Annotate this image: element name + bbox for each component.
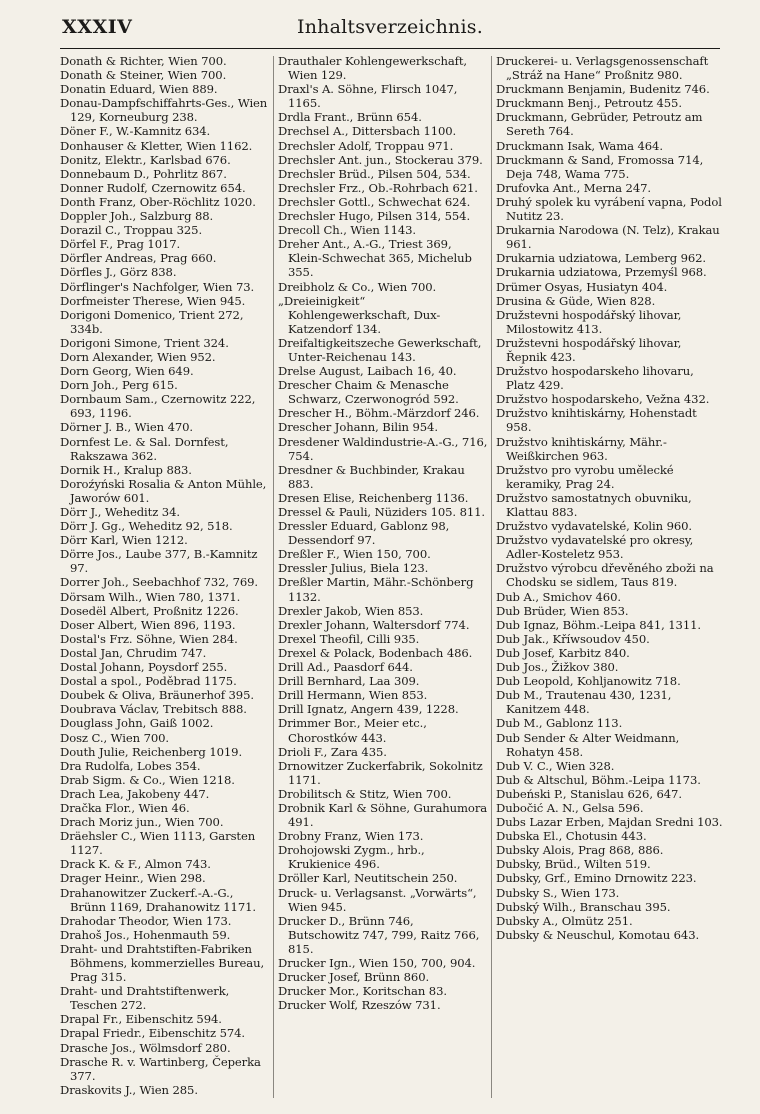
index-entry: Dorfmeister Therese, Wien 945.: [60, 293, 246, 308]
index-entry: Draht- und Drahtstiften-Fabriken Böhmens, kommerzielles Bureau, Prag 315.: [60, 941, 265, 985]
index-entry: Dörr J., Weheditz 34.: [60, 505, 180, 519]
index-entry: Dornik H., Kralup 883.: [60, 462, 192, 477]
index-entry: „Dreieinigkeit“ Kohlengewerkschaft, Dux-Katzendorf 134.: [278, 293, 441, 336]
index-entry: Donhauser & Kletter, Wien 1162.: [60, 138, 253, 153]
index-entry: Drechsel A., Dittersbach 1100.: [278, 124, 457, 139]
index-entry: Donatin Eduard, Wien 889.: [60, 82, 218, 97]
index-column-1: [60, 54, 270, 1104]
index-entry: Dreher Ant., A.-G., Triest 369, Klein-Schwechat 365, Michelub 355.: [278, 237, 472, 280]
index-entry: Doubrava Václav, Trebitsch 888.: [60, 702, 247, 717]
index-entry: Dubsky & Neuschul, Komotau 643.: [496, 927, 700, 942]
index-entry: Dressler Eduard, Gablonz 98, Dessendorf 97.: [278, 519, 450, 548]
index-entry: Drobnik Karl & Söhne, Gurahumora 491.: [278, 800, 488, 830]
index-entry: Dörfler Andreas, Prag 660.: [60, 251, 217, 266]
index-entry: Dub V. C., Wien 328.: [496, 758, 615, 773]
index-entry: Dörner J. B., Wien 470.: [60, 420, 194, 435]
index-entry: Drusina & Güde, Wien 828.: [496, 293, 656, 308]
index-entry: Dräehsler C., Wien 1113, Garsten 1127.: [60, 829, 256, 858]
index-entry: Drechsler Adolf, Troppau 971.: [278, 138, 454, 153]
index-entry: Doubek & Oliva, Bräunerhof 395.: [60, 688, 254, 703]
index-entry: Dörsam Wilh., Wien 780, 1371.: [60, 589, 241, 604]
index-entry: Dra Rudolfa, Lobes 354.: [60, 758, 201, 773]
index-entry: Drucker Ign., Wien 150, 700, 904.: [278, 956, 476, 970]
index-entry: Družstvo vydavatelské, Kolin 960.: [496, 519, 692, 534]
index-entry: Dressler Julius, Biela 123.: [278, 561, 429, 576]
index-entry: Drucker Wolf, Rzeszów 731.: [278, 998, 441, 1013]
index-entry: Douth Julie, Reichenberg 1019.: [60, 744, 243, 759]
index-entry: Dreifaltigkeitszeche Gewerkschaft, Unter-Reichenau 143.: [278, 335, 482, 364]
index-entry: Dresdener Waldindustrie-A.-G., 716, 754.: [278, 434, 488, 463]
index-entry: Drapal Fr., Eibenschitz 594.: [60, 1012, 222, 1027]
index-entry: Dresen Elise, Reichenberg 1136.: [278, 490, 469, 505]
index-entry: Drasche Jos., Wölmsdorf 280.: [60, 1040, 231, 1055]
index-entry: Dostal a spol., Poděbrad 1175.: [60, 674, 237, 689]
index-entry: Dub Leopold, Kohljanowitz 718.: [496, 674, 681, 689]
index-entry: Dörfel F., Prag 1017.: [60, 237, 181, 252]
index-entry: Drümer Osyas, Husiatyn 404.: [496, 279, 668, 294]
index-entry: Dörfles J., Görz 838.: [60, 265, 177, 280]
index-entry: Drill Hermann, Wien 853.: [278, 688, 428, 703]
index-entry: Družstvo hospodarskeho lihovaru, Platz 429.: [496, 364, 694, 393]
index-entry: Draxl's A. Söhne, Flirsch 1047, 1165.: [278, 82, 458, 111]
index-entry: Drexel & Polack, Bodenbach 486.: [278, 645, 473, 660]
index-entry: Drexler Johann, Waltersdorf 774.: [278, 617, 470, 632]
index-entry: Döner F., W.-Kamnitz 634.: [60, 124, 211, 139]
index-entry: Drach Lea, Jakobeny 447.: [60, 786, 210, 801]
index-entry: Drechsler Hugo, Pilsen 314, 554.: [278, 209, 471, 224]
index-entry: Dornfest Le. & Sal. Dornfest, Rakszawa 362.: [60, 434, 229, 463]
index-entry: Drescher H., Böhm.-Märzdorf 246.: [278, 406, 480, 421]
index-entry: Drahoš Jos., Hohenmauth 59.: [60, 927, 231, 942]
index-entry: Družstvo samostatnych obuvniku, Klattau 883.: [496, 490, 692, 519]
index-entry: Dörre Jos., Laube 377, B.-Kamnitz 97.: [60, 547, 258, 576]
index-entry: Družstvo pro vyrobu umělecké keramiky, Prag 24.: [496, 462, 674, 491]
index-entry: Drapal Friedr., Eibenschitz 574.: [60, 1026, 245, 1041]
index-entry: Drechsler Frz., Ob.-Rohrbach 621.: [278, 180, 478, 195]
index-entry: Dub & Altschul, Böhm.-Leipa 1173.: [496, 772, 701, 787]
index-entry: Donitz, Elektr., Karlsbad 676.: [60, 152, 231, 167]
index-entry: Dröller Karl, Neutitschein 250.: [278, 871, 458, 886]
index-entry: Družstvo knihtiskárny, Hohenstadt 958.: [496, 406, 697, 435]
index-entry: Drobny Franz, Wien 173.: [278, 829, 424, 844]
index-entry: Dresdner & Buchbinder, Krakau 883.: [278, 462, 465, 491]
index-entry: Donau-Dampfschiffahrts-Ges., Wien 129, Korneuburg 238.: [60, 96, 268, 125]
index-entry: Družstevni hospodářský lihovar, Řepnik 423.: [496, 335, 682, 364]
index-entry: Družstevni hospodářský lihovar, Milostowitz 413.: [496, 307, 682, 336]
index-entry: Dubska El., Chotusin 443.: [496, 829, 647, 844]
index-entry: Druckmann Isak, Wama 464.: [496, 138, 663, 153]
index-entry: Doser Albert, Wien 896, 1193.: [60, 617, 236, 632]
index-entry: Dostal Jan, Chrudim 747.: [60, 645, 207, 660]
index-entry: Drechsler Brüd., Pilsen 504, 534.: [278, 166, 471, 181]
index-entry: Drimmer Bor., Meier etc., Chorostków 443.: [278, 716, 427, 745]
index-entry: Drach Moriz jun., Wien 700.: [60, 815, 224, 830]
index-entry: Drasche R. v. Wartinberg, Čeperka 377.: [60, 1054, 261, 1083]
index-entry: Dub Jos., Žižkov 380.: [496, 660, 619, 675]
index-entry: Dub A., Smichov 460.: [496, 589, 621, 604]
index-column-2: [278, 54, 488, 1104]
index-entry: Drechsler Gottl., Schwechat 624.: [278, 194, 471, 209]
page-title: Inhaltsverzeichnis.: [297, 16, 483, 38]
index-entry: Družstvo hospodarskeho, Vežna 432.: [496, 392, 710, 407]
index-entry: Dubský Wilh., Branschau 395.: [496, 899, 671, 914]
index-entry: Dreßler F., Wien 150, 700.: [278, 547, 431, 562]
index-entry: Drescher Chaim & Menasche Schwarz, Czerwonogród 592.: [278, 378, 459, 407]
index-entry: Drukarnia udziatowa, Przemyśl 968.: [496, 265, 707, 280]
index-entry: Drukarnia udziatowa, Lemberg 962.: [496, 251, 707, 266]
index-entry: Drucker Josef, Brünn 860.: [278, 970, 430, 985]
index-entry: Dubsky Alois, Prag 868, 886.: [496, 843, 664, 858]
index-entry: Dorn Joh., Perg 615.: [60, 378, 178, 393]
index-entry: Draskovits J., Wien 285.: [60, 1082, 198, 1097]
index-entry: Dubsky, Brüd., Wilten 519.: [496, 857, 651, 872]
header-rule: [60, 48, 720, 49]
index-entry: Druckerei- u. Verlagsgenossenschaft „Stráž na Hane“ Proßnitz 980.: [496, 54, 709, 83]
index-entry: Drill Bernhard, Laa 309.: [278, 674, 420, 689]
index-entry: Dorn Georg, Wien 649.: [60, 364, 194, 379]
index-entry: Drechsler Ant. jun., Stockerau 379.: [278, 152, 483, 167]
index-entry: Družstvo knihtiskárny, Mähr.-Weißkirchen 963.: [496, 434, 667, 463]
index-entry: Draht- und Drahtstiftenwerk, Teschen 272.: [60, 984, 230, 1013]
index-entry: Dub Brüder, Wien 853.: [496, 603, 629, 618]
index-entry: Družstvo vydavatelské pro okresy, Adler-Kosteletz 953.: [496, 533, 694, 562]
index-entry: Drobilitsch & Stitz, Wien 700.: [278, 786, 452, 801]
index-entry: Dubsky A., Olmütz 251.: [496, 913, 633, 928]
index-entry: Dosz C., Wien 700.: [60, 730, 169, 745]
index-entry: Druckmann & Sand, Fromossa 714, Deja 748, Wama 775.: [496, 152, 704, 181]
index-entry: Druckmann Benj., Petroutz 455.: [496, 96, 682, 111]
index-entry: Dubsky, Grf., Emino Drnowitz 223.: [496, 871, 697, 886]
index-entry: Drucker Mor., Koritschan 83.: [278, 984, 447, 999]
index-entry: Dub M., Trautenau 430, 1231, Kanitzem 448.: [496, 688, 672, 717]
index-entry: Dorazil C., Troppau 325.: [60, 223, 203, 238]
index-entry: Dub Sender & Alter Weidmann, Rohatyn 458.: [496, 730, 680, 759]
index-entry: Dorigoni Simone, Trient 324.: [60, 335, 229, 350]
index-entry: Druckmann Benjamin, Budenitz 746.: [496, 82, 710, 97]
index-entry: Donath & Steiner, Wien 700.: [60, 68, 227, 83]
index-entry: Doroźyński Rosalia & Anton Mühle, Jaworów 601.: [60, 476, 267, 505]
index-columns: [60, 54, 724, 1104]
index-entry: Dub Jak., Kříwsoudov 450.: [496, 631, 650, 646]
index-entry: Družstvo výrobcu dřevěného zboži na Chodsku se sidlem, Taus 819.: [496, 561, 714, 590]
index-entry: Drager Heinr., Wien 298.: [60, 871, 206, 886]
index-entry: Druhý spolek ku vyrábení vapna, Podol Nutitz 23.: [496, 194, 722, 224]
index-entry: Drescher Johann, Bilin 954.: [278, 420, 438, 435]
column-divider: [273, 56, 274, 1098]
index-entry: Doppler Joh., Salzburg 88.: [60, 209, 214, 224]
index-entry: Dorn Alexander, Wien 952.: [60, 349, 216, 364]
index-entry: Drill Ignatz, Angern 439, 1228.: [278, 702, 459, 717]
column-divider: [491, 56, 492, 1098]
index-entry: Dörflinger's Nachfolger, Wien 73.: [60, 279, 255, 294]
index-entry: Douglass John, Gaiß 1002.: [60, 716, 214, 731]
index-entry: Dub Josef, Karbitz 840.: [496, 645, 630, 660]
index-entry: Donth Franz, Ober-Röchlitz 1020.: [60, 194, 256, 209]
index-entry: Donath & Richter, Wien 700.: [60, 54, 227, 68]
index-entry: Drelse August, Laibach 16, 40.: [278, 364, 457, 379]
index-entry: Drauthaler Kohlengewerkschaft, Wien 129.: [278, 54, 467, 83]
index-entry: Donnebaum D., Pohrlitz 867.: [60, 166, 227, 181]
page-number: XXXIV: [62, 16, 133, 38]
index-entry: Dörr Karl, Wien 1212.: [60, 533, 188, 548]
index-entry: Dornbaum Sam., Czernowitz 222, 693, 1196.: [60, 392, 256, 421]
index-entry: Drill Ad., Paasdorf 644.: [278, 660, 413, 675]
index-entry: Drexler Jakob, Wien 853.: [278, 603, 424, 618]
index-entry: Dörr J. Gg., Weheditz 92, 518.: [60, 519, 233, 534]
index-entry: Drecoll Ch., Wien 1143.: [278, 223, 416, 238]
index-entry: Dubočić A. N., Gelsa 596.: [496, 800, 644, 815]
index-entry: Dreßler Martin, Mähr.-Schönberg 1132.: [278, 575, 474, 604]
index-entry: Drexel Theofil, Cilli 935.: [278, 631, 420, 646]
index-entry: Drab Sigm. & Co., Wien 1218.: [60, 772, 235, 787]
page-header: [60, 14, 720, 42]
index-entry: Drdla Frant., Brünn 654.: [278, 110, 422, 125]
index-entry: Drohojowski Zygm., hrb., Krukienice 496.: [278, 843, 425, 872]
index-entry: Drufovka Ant., Merna 247.: [496, 180, 651, 195]
index-column-3: [496, 54, 724, 1104]
index-entry: Dubeński P., Stanislau 626, 647.: [496, 786, 682, 801]
index-entry: Drahodar Theodor, Wien 173.: [60, 913, 232, 928]
index-entry: Donner Rudolf, Czernowitz 654.: [60, 180, 246, 195]
index-entry: Drnowitzer Zuckerfabrik, Sokolnitz 1171.: [278, 758, 483, 787]
index-entry: Dubsky S., Wien 173.: [496, 885, 620, 900]
index-entry: Dostal's Frz. Söhne, Wien 284.: [60, 631, 238, 646]
index-entry: Dub M., Gablonz 113.: [496, 716, 623, 731]
index-entry: Dressel & Pauli, Nüziders 105. 811.: [278, 505, 486, 519]
index-entry: Drioli F., Zara 435.: [278, 744, 387, 759]
index-entry: Drukarnia Narodowa (N. Telz), Krakau 961.: [496, 223, 720, 252]
index-entry: Dreibholz & Co., Wien 700.: [278, 279, 437, 294]
index-entry: Drack K. & F., Almon 743.: [60, 857, 211, 872]
index-entry: Druckmann, Gebrüder, Petroutz am Sereth 764.: [496, 110, 703, 139]
index-entry: Drucker D., Brünn 746, Butschowitz 747, 799, Raitz 766, 815.: [278, 913, 480, 956]
index-entry: Drahanowitzer Zuckerf.-A.-G., Brünn 1169, Drahanowitz 1171.: [60, 885, 256, 914]
index-entry: Dubs Lazar Erben, Majdan Sredni 103.: [496, 815, 723, 830]
index-entry: Dub Ignaz, Böhm.-Leipa 841, 1311.: [496, 617, 701, 632]
index-entry: Dorrer Joh., Seebachhof 732, 769.: [60, 575, 258, 590]
index-entry: Druck- u. Verlagsanst. „Vorwärts“, Wien 945.: [278, 885, 477, 914]
index-entry: Dorigoni Domenico, Trient 272, 334b.: [60, 307, 244, 336]
index-entry: Dračka Flor., Wien 46.: [60, 800, 190, 815]
index-entry: Dostal Johann, Poysdorf 255.: [60, 660, 228, 675]
index-entry: Dosedël Albert, Proßnitz 1226.: [60, 603, 239, 618]
